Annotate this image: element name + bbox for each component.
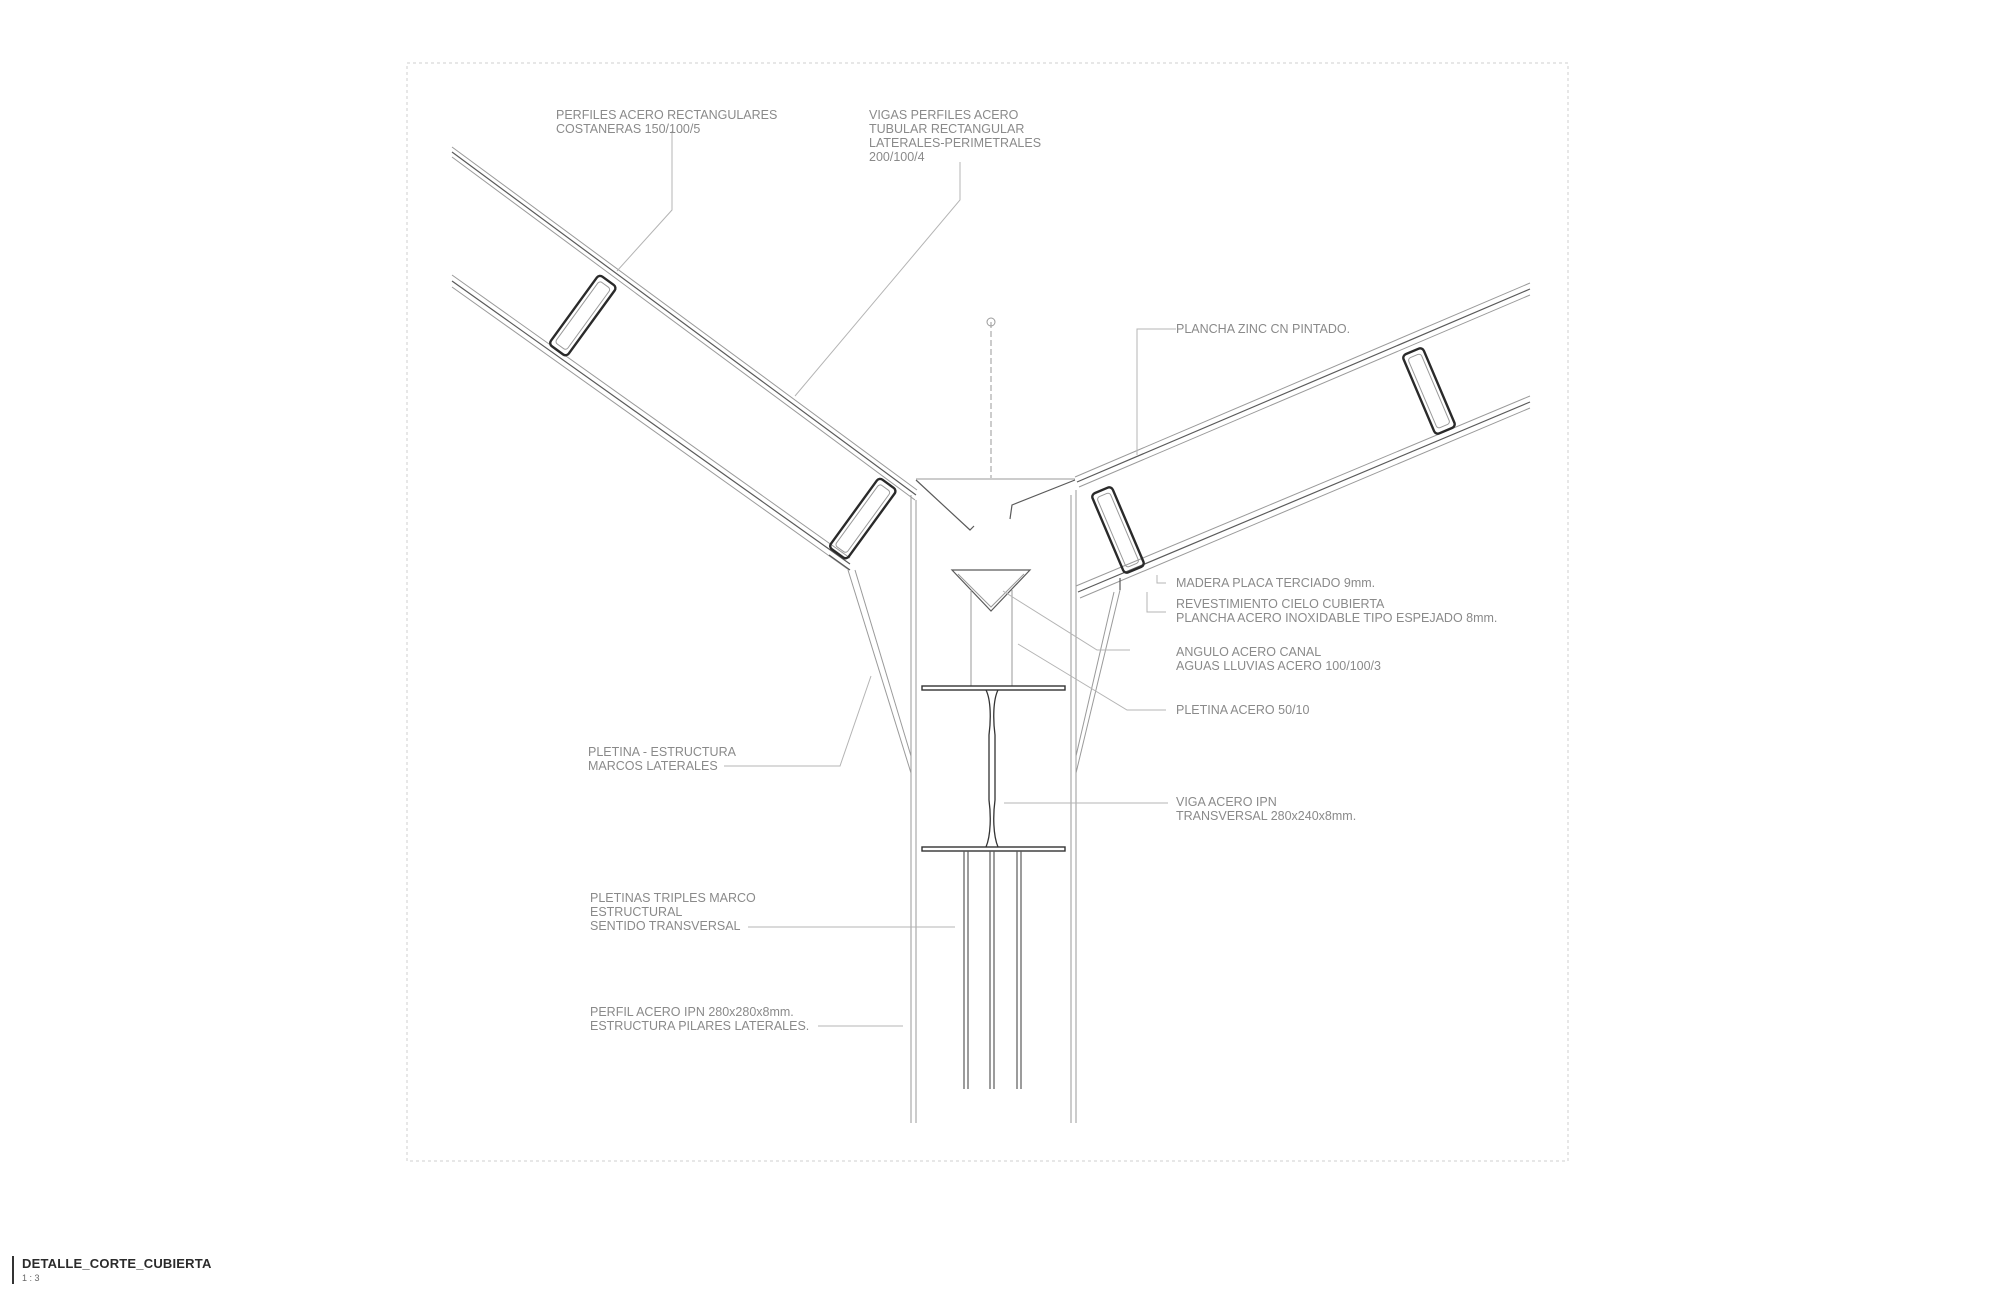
sheet-number: 1 : 3 bbox=[22, 1273, 40, 1283]
label-revestimiento bbox=[1176, 597, 1497, 625]
label-pletina-marcos-line2: MARCOS LATERALES bbox=[588, 759, 718, 773]
central-column bbox=[848, 318, 1120, 1123]
label-angulo-line1: ANGULO ACERO CANAL bbox=[1176, 645, 1321, 659]
label-perfil-ipn-line2: ESTRUCTURA PILARES LATERALES. bbox=[590, 1019, 810, 1033]
label-viga-ipn bbox=[1176, 795, 1356, 823]
label-costaneras-line1: PERFILES ACERO RECTANGULARES bbox=[556, 108, 778, 122]
ipn-transverse-beam bbox=[922, 686, 1065, 851]
label-vigas-line2: TUBULAR RECTANGULAR bbox=[869, 122, 1025, 136]
label-angulo bbox=[1176, 645, 1381, 673]
right-upper-purlin bbox=[1402, 347, 1456, 435]
label-pletina-marcos-line1: PLETINA - ESTRUCTURA bbox=[588, 745, 736, 759]
left-lower-purlin bbox=[829, 477, 897, 560]
label-plancha-zinc-line1: PLANCHA ZINC CN PINTADO. bbox=[1176, 322, 1351, 336]
label-viga-ipn-line2: TRANSVERSAL 280x240x8mm. bbox=[1176, 809, 1357, 823]
label-pletina-marcos bbox=[588, 745, 739, 773]
label-vigas-line1: VIGAS PERFILES ACERO bbox=[869, 108, 1019, 122]
label-madera-line1: MADERA PLACA TERCIADO 9mm. bbox=[1176, 576, 1376, 590]
label-revestimiento-line1: REVESTIMIENTO CIELO CUBIERTA bbox=[1176, 597, 1384, 611]
label-vigas-line3: LATERALES-PERIMETRALES bbox=[869, 136, 1042, 150]
sheet-title: DETALLE_CORTE_CUBIERTA bbox=[22, 1256, 212, 1271]
rain-gutter-angle bbox=[952, 570, 1030, 611]
label-revestimiento-line2: PLANCHA ACERO INOXIDABLE TIPO ESPEJADO 8mm. bbox=[1176, 611, 1498, 625]
left-upper-purlin bbox=[549, 274, 617, 357]
label-costaneras bbox=[556, 108, 781, 136]
label-pletinas-triples-line1: PLETINAS TRIPLES MARCO bbox=[590, 891, 756, 905]
label-madera bbox=[1176, 576, 1375, 590]
left-roof-slope bbox=[452, 147, 917, 570]
label-pletinas-triples-line3: SENTIDO TRANSVERSAL bbox=[590, 919, 741, 933]
label-costaneras-line2: COSTANERAS 150/100/5 bbox=[556, 122, 701, 136]
label-plancha-zinc bbox=[1176, 322, 1350, 336]
label-pletina-50-line1: PLETINA ACERO 50/10 bbox=[1176, 703, 1310, 717]
label-pletinas-triples-line2: ESTRUCTURAL bbox=[590, 905, 682, 919]
label-perfil-ipn bbox=[590, 1005, 809, 1033]
label-viga-ipn-line1: VIGA ACERO IPN bbox=[1176, 795, 1277, 809]
label-vigas-line4: 200/100/4 bbox=[869, 150, 925, 164]
sheet-footer bbox=[12, 1256, 212, 1284]
label-angulo-line2: AGUAS LLUVIAS ACERO 100/100/3 bbox=[1176, 659, 1381, 673]
label-perfil-ipn-line1: PERFIL ACERO IPN 280x280x8mm. bbox=[590, 1005, 794, 1019]
label-vigas-perimetrales bbox=[869, 108, 1045, 164]
label-pletinas-triples bbox=[590, 891, 759, 933]
label-pletina-50 bbox=[1176, 703, 1309, 717]
